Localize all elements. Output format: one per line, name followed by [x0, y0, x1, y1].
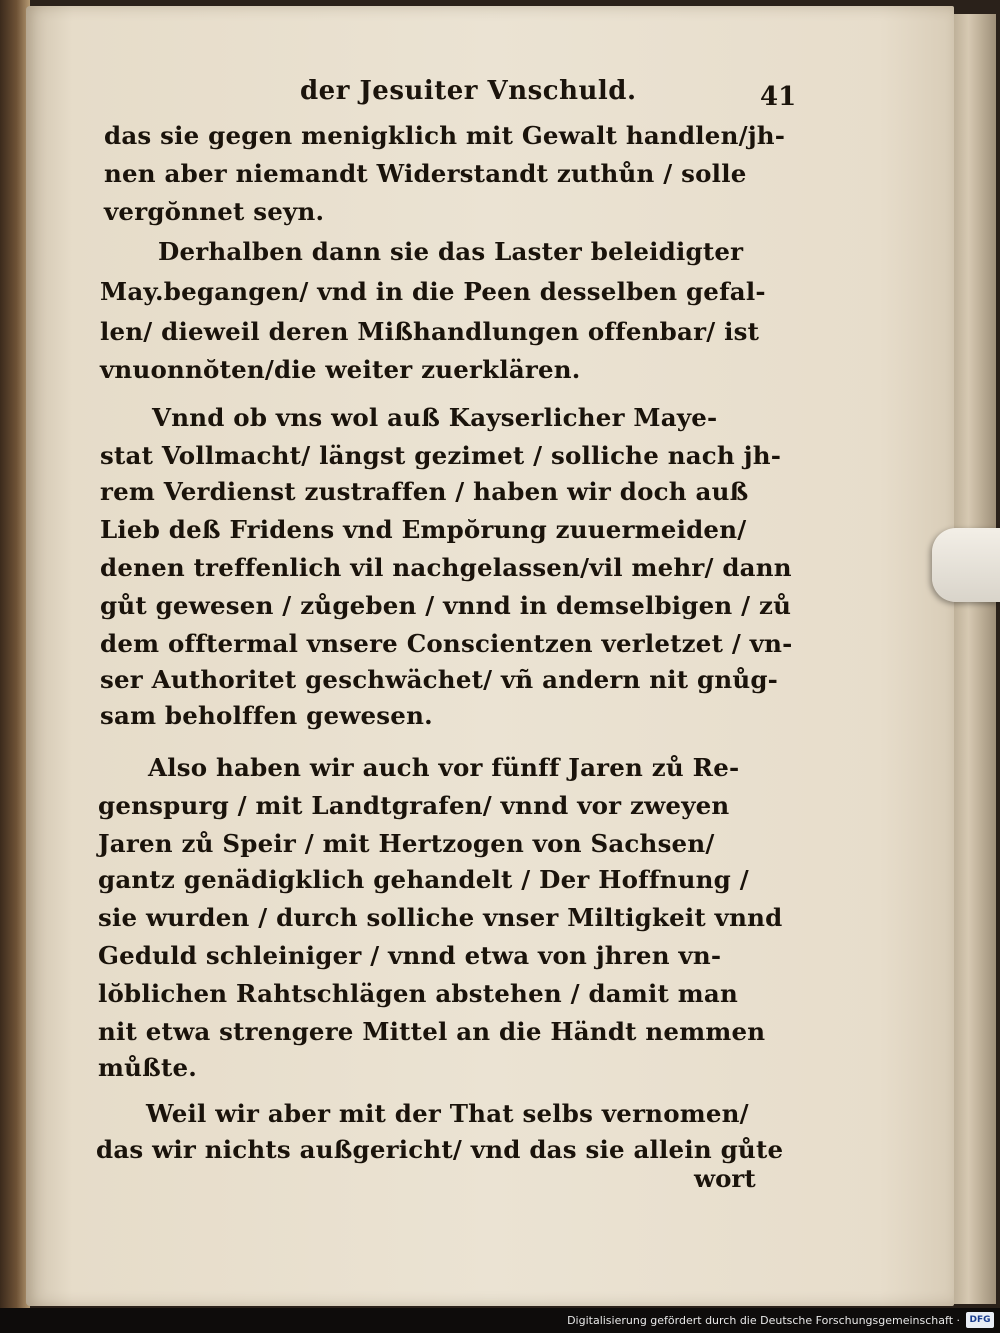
- text-line: nen aber niemandt Widerstandt zuthůn / solle: [104, 159, 747, 188]
- footer-bar: [0, 1308, 1000, 1333]
- text-line: stat Vollmacht/ längst gezimet / solliche nach jh-: [100, 441, 782, 470]
- catchword: wort: [694, 1164, 756, 1193]
- text-line: denen treffenlich vil nachgelassen/vil mehr/ dann: [100, 553, 792, 582]
- text-line: genspurg / mit Landtgrafen/ vnnd vor zweyen: [98, 791, 730, 820]
- text-line: ser Authoritet geschwächet/ vñ andern nit gnůg-: [100, 665, 779, 694]
- text-line: das wir nichts außgericht/ vnd das sie allein gůte: [96, 1135, 784, 1164]
- page-clip: [932, 528, 1000, 602]
- text-line: dem offtermal vnsere Conscientzen verletzet / vn-: [100, 629, 793, 658]
- text-line: Derhalben dann sie das Laster beleidigter: [158, 237, 744, 266]
- funding-credit: Digitalisierung gefördert durch die Deutsche Forschungsgemeinschaft ·: [567, 1314, 960, 1327]
- text-line: das sie gegen menigklich mit Gewalt handlen/jh-: [104, 121, 786, 150]
- text-line: gůt gewesen / zůgeben / vnnd in demselbigen / zů: [100, 591, 792, 620]
- text-line: Jaren zů Speir / mit Hertzogen von Sachsen/: [98, 829, 715, 858]
- text-line: Weil wir aber mit der That selbs vernomen/: [146, 1099, 749, 1128]
- text-line: Geduld schleiniger / vnnd etwa von jhren vn-: [98, 941, 722, 970]
- text-line: len/ dieweil deren Mißhandlungen offenbar/ ist: [100, 317, 760, 346]
- text-line: lŏblichen Rahtschlägen abstehen / damit man: [98, 979, 738, 1008]
- text-line: Lieb deß Fridens vnd Empŏrung zuuermeiden/: [100, 515, 747, 544]
- text-line: nit etwa strengere Mittel an die Händt nemmen: [98, 1017, 766, 1046]
- text-line: rem Verdienst zustraffen / haben wir doch auß: [100, 477, 749, 506]
- page-stack-edge: [950, 14, 996, 1304]
- text-line: Also haben wir auch vor fünff Jaren zů Re-: [148, 753, 740, 782]
- text-line: gantz genädigklich gehandelt / Der Hoffnung /: [98, 865, 749, 894]
- running-head: der Jesuiter Vnschuld.: [300, 76, 637, 106]
- text-line: můßte.: [98, 1053, 197, 1082]
- text-line: May.begangen/ vnd in die Peen desselben gefal-: [100, 277, 766, 306]
- text-line: sie wurden / durch solliche vnser Miltigkeit vnnd: [98, 903, 783, 932]
- text-line: vergŏnnet seyn.: [104, 197, 325, 226]
- text-line: sam beholffen gewesen.: [100, 701, 433, 730]
- text-line: vnuonnŏten/die weiter zuerklären.: [100, 355, 581, 384]
- text-line: Vnnd ob vns wol auß Kayserlicher Maye-: [152, 403, 718, 432]
- dfg-logo-icon: DFG: [966, 1312, 994, 1328]
- page-number: 41: [760, 82, 797, 112]
